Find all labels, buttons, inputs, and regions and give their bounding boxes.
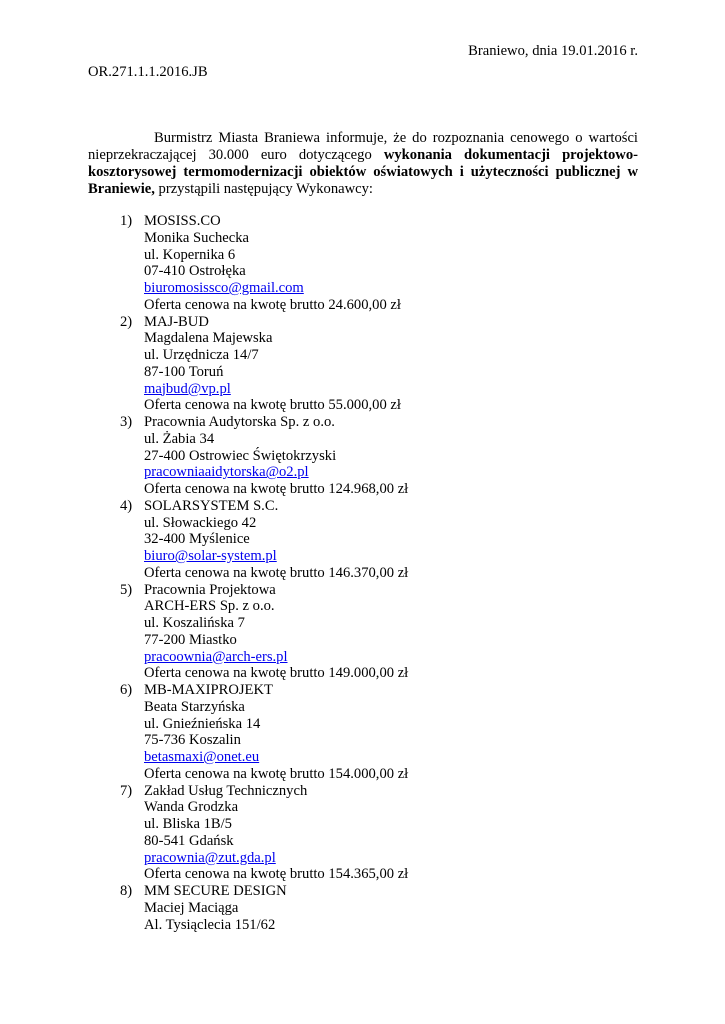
contractor-detail-line: Maciej Maciąga	[144, 899, 239, 916]
contractor-detail-line: 75-736 Koszalin	[144, 732, 241, 749]
contractor-detail-line: Al. Tysiąclecia 151/62	[144, 916, 276, 933]
contractor-email-link[interactable]: pracownia@zut.gda.pl	[144, 849, 276, 866]
contractor-name: Pracownia Audytorska Sp. z o.o.	[144, 414, 335, 430]
contractor-email-link[interactable]: pracowniaaidytorska@o2.pl	[144, 464, 309, 481]
contractor-number: 4)	[120, 497, 133, 514]
contractor-email-link[interactable]: majbud@vp.pl	[144, 380, 231, 397]
contractor-detail-line: ul. Urzędnicza 14/7	[144, 347, 259, 363]
contractor-detail-line: ul. Bliska 1B/5	[144, 816, 232, 832]
contractor-email-link[interactable]: biuro@solar-system.pl	[144, 548, 277, 564]
contractor-details	[144, 582, 725, 683]
contractor-number: 6)	[120, 682, 133, 698]
contractor-name: MM SECURE DESIGN	[144, 883, 287, 899]
contractor-detail-line: Wanda Grodzka	[144, 799, 239, 816]
contractor-detail-line: ul. Gnieźnieńska 14	[144, 715, 261, 732]
intro-text-part1: Burmistrz Miasta Braniewa informuje, że do rozpoznania cenowego o wartości nieprzekraczającej 30.000 euro dotyczącego	[88, 130, 638, 163]
contractor-offer: Oferta cenowa na kwotę brutto 154.000,00 zł	[144, 765, 409, 782]
contractor-detail-line: ul. Kopernika 6	[144, 246, 236, 263]
contractor-email-row	[144, 649, 725, 666]
contractor-entry	[0, 213, 725, 314]
contractor-offer: Oferta cenowa na kwotę brutto 124.968,00 zł	[144, 481, 409, 497]
contractor-email-row	[144, 280, 725, 297]
document-date: Braniewo, dnia 19.01.2016 r.	[468, 43, 638, 59]
contractor-offer: Oferta cenowa na kwotę brutto 146.370,00 zł	[144, 564, 409, 581]
contractor-name: MAJ-BUD	[144, 313, 209, 330]
contractor-email-link[interactable]: betasmaxi@onet.eu	[144, 749, 260, 765]
intro-text-bold: wykonania dokumentacji projektowo-kosztorysowej termomodernizacji obiektów oświatowych i użyteczności publicznej w Braniewie,	[88, 146, 638, 197]
contractor-entry	[0, 414, 725, 498]
contractor-detail-line: Monika Suchecka	[144, 229, 249, 246]
contractor-details	[144, 783, 725, 884]
contractor-detail-line: 32-400 Myślenice	[144, 531, 250, 548]
contractor-entry	[0, 783, 725, 884]
contractor-details	[144, 682, 725, 783]
contractor-number: 1)	[120, 213, 133, 229]
contractor-detail-line: 07-410 Ostrołęka	[144, 263, 246, 280]
contractor-entry	[0, 498, 725, 582]
contractor-offer: Oferta cenowa na kwotę brutto 154.365,00 zł	[144, 866, 409, 883]
contractor-entry	[0, 582, 725, 683]
contractor-detail-line: 77-200 Miastko	[144, 631, 237, 648]
contractor-entry	[0, 682, 725, 783]
contractor-detail-line: Beata Starzyńska	[144, 698, 245, 715]
contractor-detail-line: ul. Żabia 34	[144, 430, 215, 447]
contractor-detail-line: 80-541 Gdańsk	[144, 832, 234, 849]
contractor-name: MB-MAXIPROJEKT	[144, 682, 273, 698]
contractor-details	[144, 414, 725, 498]
contractor-details	[144, 498, 725, 582]
intro-paragraph	[88, 130, 638, 198]
contractor-name: SOLARSYSTEM S.C.	[144, 497, 279, 514]
contractor-email-link[interactable]: pracoownia@arch-ers.pl	[144, 648, 288, 665]
contractor-detail-line: Magdalena Majewska	[144, 330, 273, 347]
contractor-entry	[0, 883, 725, 933]
contractor-email-row	[144, 464, 725, 481]
contractor-number: 5)	[120, 581, 133, 598]
contractor-list	[0, 213, 725, 933]
contractor-offer: Oferta cenowa na kwotę brutto 55.000,00 zł	[144, 397, 401, 414]
contractor-entry	[0, 314, 725, 415]
contractor-email-row	[144, 548, 725, 565]
contractor-detail-line: ul. Koszalińska 7	[144, 615, 245, 631]
contractor-number: 8)	[120, 883, 133, 899]
reference-number: OR.271.1.1.2016.JB	[88, 64, 208, 80]
contractor-details	[144, 883, 725, 933]
contractor-name: MOSISS.CO	[144, 213, 221, 229]
contractor-email-row	[144, 749, 725, 766]
contractor-details	[144, 314, 725, 415]
contractor-email-link[interactable]: biuromosissco@gmail.com	[144, 280, 304, 296]
contractor-number: 3)	[120, 414, 133, 430]
contractor-offer: Oferta cenowa na kwotę brutto 149.000,00 zł	[144, 665, 409, 682]
intro-text-part2: przystąpili następujący Wykonawcy:	[154, 180, 373, 197]
contractor-detail-line: 87-100 Toruń	[144, 363, 224, 380]
contractor-name: Pracownia Projektowa	[144, 581, 276, 598]
contractor-details	[144, 213, 725, 314]
contractor-name: Zakład Usług Technicznych	[144, 782, 308, 799]
contractor-offer: Oferta cenowa na kwotę brutto 24.600,00 zł	[144, 296, 401, 313]
contractor-detail-line: ARCH-ERS Sp. z o.o.	[144, 598, 275, 615]
contractor-detail-line: ul. Słowackiego 42	[144, 514, 257, 531]
contractor-email-row	[144, 381, 725, 398]
contractor-email-row	[144, 850, 725, 867]
contractor-number: 2)	[120, 313, 133, 330]
contractor-number: 7)	[120, 782, 133, 799]
contractor-detail-line: 27-400 Ostrowiec Świętokrzyski	[144, 447, 337, 464]
